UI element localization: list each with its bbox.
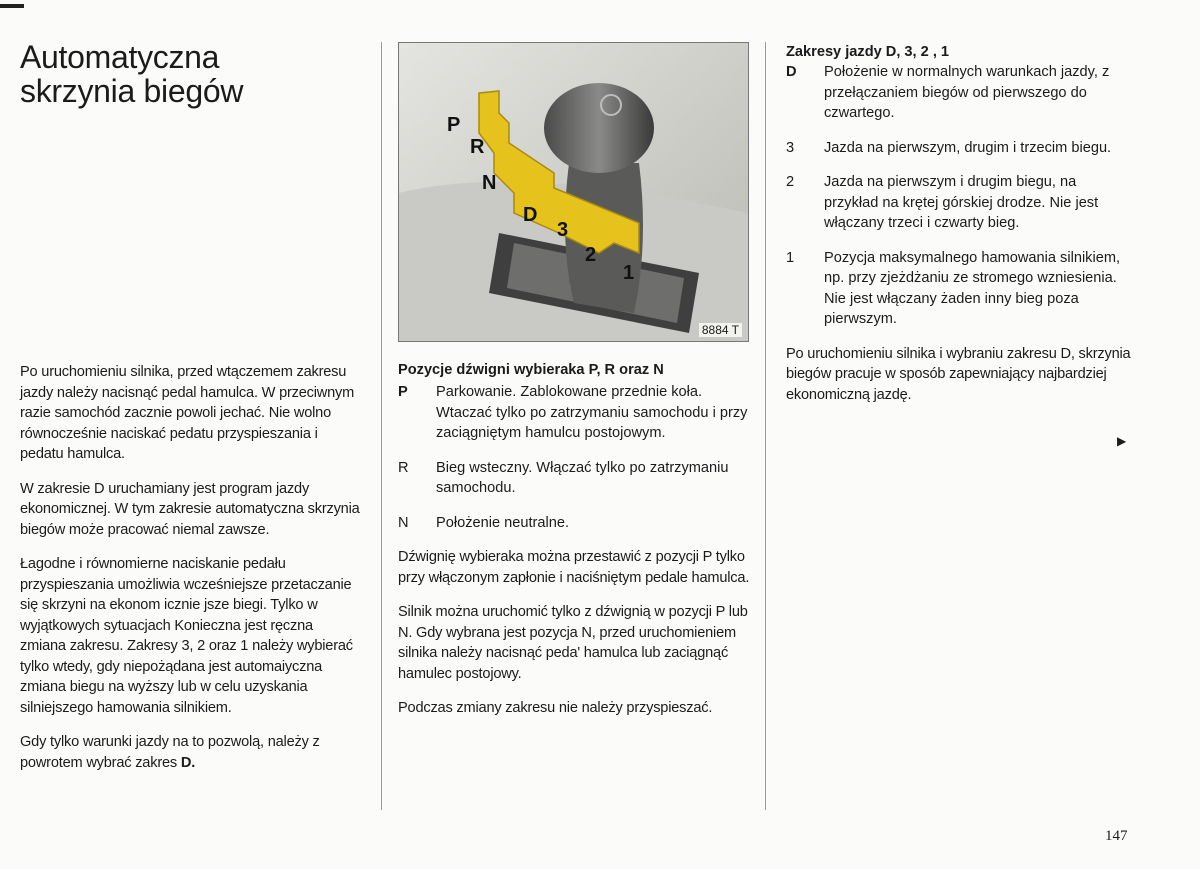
title-line-2: skrzynia biegów <box>20 73 244 109</box>
gear-label-r: R <box>470 136 485 158</box>
range-entry-1 <box>786 248 1131 330</box>
position-entry-p <box>398 382 753 444</box>
entry-key: N <box>398 514 409 531</box>
paragraph: Podczas zmiany zakresu nie należy przyspieszać. <box>398 700 713 716</box>
entry-text: Położenie neutralne. <box>436 514 570 531</box>
gear-label-1: 1 <box>623 262 635 284</box>
entry-text: Jazda na pierwszym, drugim i trzecim biegu. <box>824 139 1112 156</box>
left-column <box>20 39 365 771</box>
entry-key: D <box>786 64 797 80</box>
title-line-1: Automatyczna <box>20 39 220 75</box>
paragraph: Łagodne i równomierne naciskanie pedału przyspieszania umożliwia wcześniejsze przetaczanie się skrzyni na ekonom icznie jsze biegi. Tylko w wyjątkowych sytuacjach Konieczna jest ręczna zmiana zakresu. Zakresy 3, 2 oraz 1 należy wybierać tylko wtedy, gdy niepożądana jest automaiyczna zmiana biegu na wyższy lub w celu uzyskania silniejszego hamowania silnikiem. <box>20 556 353 716</box>
entry-key: 1 <box>786 249 795 266</box>
paragraph: W zakresie D uruchamiany jest program jazdy ekonomicznej. W tym zakresie automatyczna skrzynia biegów może pracować niemal zawsze. <box>20 480 360 538</box>
paragraph-bold: D. <box>180 754 196 771</box>
paragraph: Dźwignię wybieraka można przestawić z pozycji P tylko przy włączonym zapłonie i naciśniętym pedale hamulca. <box>398 549 750 586</box>
entry-text: Parkowanie. Zablokowane przednie koła. Wtaczać tylko po zatrzymaniu samochodu i przy zaciągniętym hamulcu postojowym. <box>436 384 748 441</box>
entry-text: Położenie w normalnych warunkach jazdy, z przełączaniem biegów od pierwszego do czwartego. <box>824 64 1110 121</box>
continue-arrow-icon: ▶ <box>1117 434 1127 448</box>
entry-text: Jazda na pierwszym i drugim biegu, na przykład na krętej górskiej drodze. Nie jest włączany trzeci i czwarty bieg. <box>824 174 1099 231</box>
paragraph-text: Gdy tylko warunki jazdy na to pozwolą, należy z powrotem wybrać zakres <box>20 734 320 771</box>
entry-key: P <box>398 384 408 400</box>
right-column <box>786 42 1131 419</box>
section-heading: Zakresy jazdy D, 3, 2 , 1 <box>786 44 950 60</box>
range-entry-2 <box>786 172 1131 234</box>
gear-label-p: P <box>447 114 461 136</box>
paragraph: Po uruchomieniu silnika i wybraniu zakresu D, skrzynia biegów pracuje w sposób zapewniający najbardziej ekonomiczną jazdę. <box>786 345 1131 403</box>
paragraph-last <box>20 732 360 773</box>
range-entry-3 <box>786 138 1131 159</box>
positions-section <box>398 360 753 719</box>
paragraph: Silnik można uruchomić tylko z dźwignią w pozycji P lub N. Gdy wybrana jest pozycja N, przed uruchomieniem silnika należy nacisnąć peda' hamulca lub zaciągnąć hamulec postojowy. <box>398 604 748 682</box>
figure-code: 8884 T <box>699 323 742 337</box>
entry-key: R <box>398 459 409 476</box>
gear-label-d: D <box>523 204 538 226</box>
position-entry-r <box>398 458 753 499</box>
entry-key: 2 <box>786 174 795 190</box>
position-entry-n <box>398 513 753 534</box>
entry-text: Pozycja maksymalnego hamowania silnikiem, np. przy zjeżdżaniu ze stromego wzniesienia. Nie jest włączany żaden inny bieg poza pierwszym. <box>824 249 1121 327</box>
gear-label-n: N <box>482 172 497 194</box>
paragraph: Po uruchomieniu silnika, przed wtączemem zakresu jazdy należy nacisnąć pedal hamulca. W przeciwnym razie samochód zacznie powoli jechać. Nie wolno równocześnie naciskać pedatu przyspieszania i pedatu hamulca. <box>20 364 355 462</box>
range-entry-d <box>786 62 1131 124</box>
gear-label-3: 3 <box>557 219 569 241</box>
gear-selector-figure <box>398 42 749 342</box>
page-title <box>20 40 365 108</box>
entry-key: 3 <box>786 139 795 156</box>
corner-mark <box>0 4 24 8</box>
entry-text: Bieg wsteczny. Włączać tylko po zatrzymaniu samochodu. <box>436 459 729 496</box>
section-heading: Pozycje dźwigni wybieraka P, R oraz N <box>398 362 664 378</box>
left-body <box>20 362 360 787</box>
gear-label-2: 2 <box>585 244 597 266</box>
page-number: 147 <box>1105 828 1128 844</box>
column-divider <box>381 42 382 810</box>
middle-column <box>398 42 753 733</box>
gear-shifter-illustration <box>399 43 748 341</box>
column-divider <box>765 42 766 810</box>
